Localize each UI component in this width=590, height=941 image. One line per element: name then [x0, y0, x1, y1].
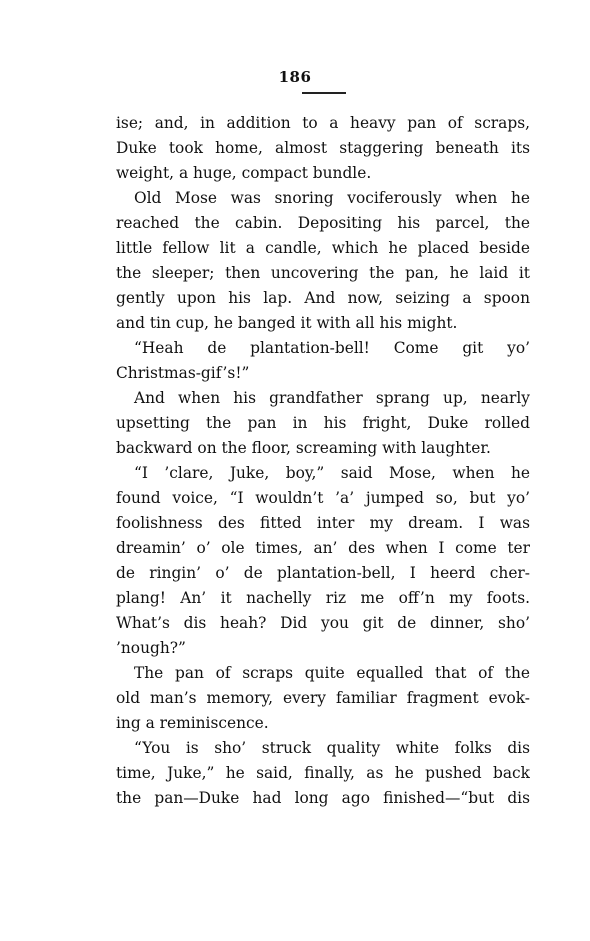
- text-line: Duke took home, almost staggering beneath its: [116, 139, 530, 157]
- text-line: “You is sho’ struck quality white folks dis: [134, 739, 530, 757]
- text-line: the sleeper; then uncovering the pan, he laid it: [116, 264, 530, 282]
- text-line: the pan—Duke had long ago finished—“but dis: [116, 789, 530, 807]
- text-line: backward on the floor, screaming with laughter.: [116, 439, 491, 457]
- text-line: “Heah de plantation-bell! Come git yo’: [134, 339, 530, 357]
- text-line: dreamin’ o’ ole times, an’ des when I come ter: [116, 539, 530, 557]
- page-number: 186: [278, 68, 312, 86]
- text-line: The pan of scraps quite equalled that of the: [134, 664, 530, 682]
- text-line: weight, a huge, compact bundle.: [116, 164, 372, 182]
- text-line: reached the cabin. Depositing his parcel, the: [116, 214, 530, 232]
- text-line: What’s dis heah? Did you git de dinner, sho’: [116, 614, 530, 632]
- page-number-rule: [302, 92, 346, 94]
- text-line: Old Mose was snoring vociferously when he: [134, 189, 530, 207]
- text-line: foolishness des fitted inter my dream. I was: [116, 514, 530, 532]
- text-line: and tin cup, he banged it with all his might.: [116, 314, 458, 332]
- text-line: ing a reminiscence.: [116, 714, 269, 732]
- text-line: And when his grandfather sprang up, nearly: [134, 389, 530, 407]
- text-line: plang! An’ it nachelly riz me off’n my foots.: [116, 589, 530, 607]
- text-line: gently upon his lap. And now, seizing a spoon: [116, 289, 530, 307]
- text-line: ise; and, in addition to a heavy pan of scraps,: [116, 114, 530, 132]
- body-text: [116, 111, 530, 811]
- text-line: little fellow lit a candle, which he placed beside: [116, 239, 530, 257]
- text-line: found voice, “I wouldn’t ’a’ jumped so, but yo’: [116, 489, 530, 507]
- text-line: Christmas-gif’s!”: [116, 364, 250, 382]
- text-line: old man’s memory, every familiar fragment evok-: [116, 689, 530, 707]
- text-line: time, Juke,” he said, finally, as he pushed back: [116, 764, 530, 782]
- text-line: ’nough?”: [116, 639, 186, 657]
- text-line: de ringin’ o’ de plantation-bell, I heerd cher-: [116, 564, 530, 582]
- text-line: “I ’clare, Juke, boy,” said Mose, when he: [134, 464, 530, 482]
- text-line: upsetting the pan in his fright, Duke rolled: [116, 414, 530, 432]
